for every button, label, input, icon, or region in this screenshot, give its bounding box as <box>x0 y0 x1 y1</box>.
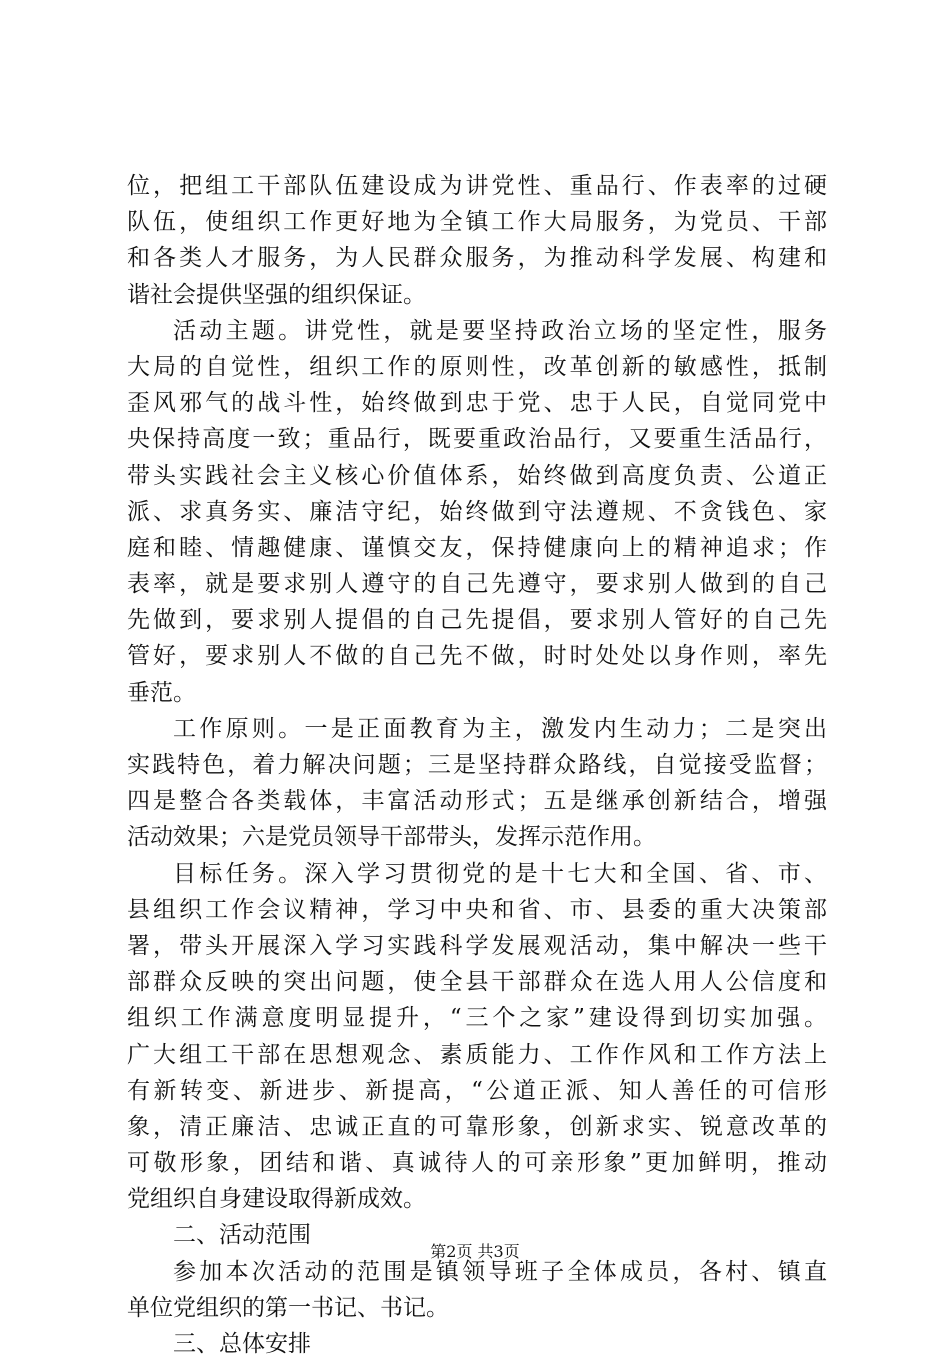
body-line: 部群众反映的突出问题，使全县干部群众在选人用人公信度和 <box>127 969 827 996</box>
page-number-footer: 第2页 共3页 <box>430 1242 520 1261</box>
body-line: 垂范。 <box>127 679 196 706</box>
body-line: 位，把组工干部队伍建设成为讲党性、重品行、作表率的过硬 <box>127 173 827 199</box>
body-line: 活动效果；六是党员领导干部带头，发挥示范作用。 <box>127 824 656 851</box>
body-line: 庭和睦、情趣健康、谨慎交友，保持健康向上的精神追求；作 <box>127 534 827 561</box>
body-line: 大局的自觉性，组织工作的原则性，改革创新的敏感性，抵制 <box>127 353 827 380</box>
body-line: 有新转变、新进步、新提高，“公道正派、知人善任的可信形 <box>127 1077 827 1104</box>
paragraph-work-principles: 工作原则。一是正面教育为主，激发内生动力；二是突出 <box>173 715 827 742</box>
paragraph-scope: 参加本次活动的范围是镇领导班子全体成员，各村、镇直 <box>173 1258 827 1285</box>
body-line: 队伍，使组织工作更好地为全镇工作大局服务，为党员、干部 <box>127 209 827 236</box>
body-line: 象，清正廉洁、忠诚正直的可靠形象，创新求实、锐意改革的 <box>127 1113 827 1140</box>
document-body <box>127 168 827 1362</box>
body-line: 组织工作满意度明显提升，“三个之家”建设得到切实加强。 <box>127 1005 827 1032</box>
body-line: 谐社会提供坚强的组织保证。 <box>127 281 426 308</box>
body-line: 央保持高度一致；重品行，既要重政治品行，又要重生活品行， <box>127 426 827 453</box>
section-heading-arrangement: 三、总体安排 <box>173 1331 311 1357</box>
section-heading-scope: 二、活动范围 <box>173 1222 311 1249</box>
body-line: 管好，要求别人不做的自己先不做，时时处处以身作则，率先 <box>127 643 827 670</box>
body-line: 实践特色，着力解决问题；三是坚持群众路线，自觉接受监督； <box>127 752 827 778</box>
body-line: 单位党组织的第一书记、书记。 <box>127 1294 449 1321</box>
body-line: 党组织自身建设取得新成效。 <box>127 1186 426 1213</box>
body-line: 广大组工干部在思想观念、素质能力、工作作风和工作方法上 <box>127 1041 827 1068</box>
body-line: 派、求真务实、廉洁守纪，始终做到守法遵规、不贪钱色、家 <box>127 498 827 525</box>
body-line: 县组织工作会议精神，学习中央和省、市、县委的重大决策部 <box>127 896 827 923</box>
body-line: 先做到，要求别人提倡的自己先提倡，要求别人管好的自己先 <box>127 607 827 634</box>
body-line: 歪风邪气的战斗性，始终做到忠于党、忠于人民，自觉同党中 <box>127 390 827 417</box>
paragraph-goals-tasks: 目标任务。深入学习贯彻党的是十七大和全国、省、市、 <box>173 860 827 887</box>
body-line: 可敬形象，团结和谐、真诚待人的可亲形象”更加鲜明，推动 <box>127 1150 827 1177</box>
body-line: 署，带头开展深入学习实践科学发展观活动，集中解决一些干 <box>127 932 827 959</box>
paragraph-activity-theme: 活动主题。讲党性，就是要坚持政治立场的坚定性，服务 <box>173 317 827 344</box>
body-line: 和各类人才服务，为人民群众服务，为推动科学发展、构建和 <box>127 245 827 272</box>
body-line: 表率，就是要求别人遵守的自己先遵守，要求别人做到的自己 <box>127 571 827 598</box>
body-line: 四是整合各类载体，丰富活动形式；五是继承创新结合，增强 <box>127 788 827 815</box>
body-line: 带头实践社会主义核心价值体系，始终做到高度负责、公道正 <box>127 462 827 489</box>
